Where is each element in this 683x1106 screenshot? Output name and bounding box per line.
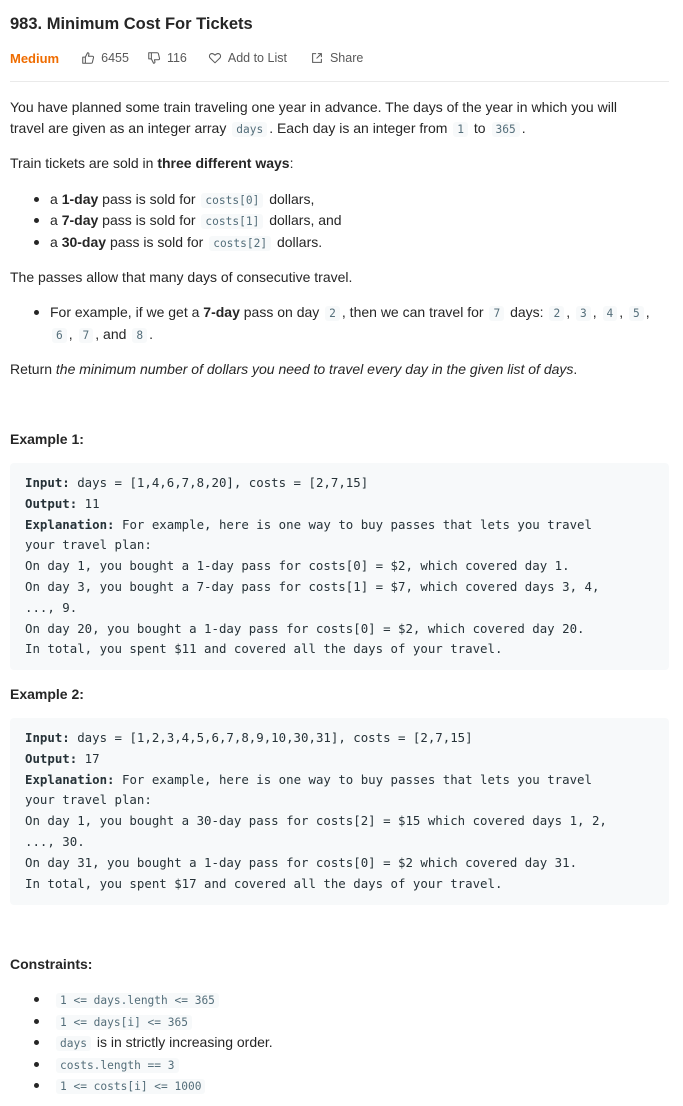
list-text: dollars.: [276, 234, 323, 250]
example-1-heading: Example 1:: [10, 431, 84, 447]
code-text: On day 31, you bought a 1-day pass for costs[0] = $2 which covered day 31.: [25, 854, 578, 870]
inline-code: 1 <= days.length <= 365: [56, 993, 219, 1008]
code-text: On day 1, you bought a 1-day pass for costs[0] = $2, which covered day 1.: [25, 558, 570, 574]
tickets-text: :: [289, 155, 294, 171]
inline-code: costs[0]: [201, 193, 263, 208]
code-text: your travel plan:: [25, 537, 152, 553]
inline-code: 1 <= days[i] <= 365: [56, 1015, 192, 1030]
list-bold: 1-day: [61, 191, 99, 207]
code-line: [25, 810, 607, 831]
code-text: On day 20, you bought a 1-day pass for costs[0] = $2, which covered day 20.: [25, 620, 585, 636]
add-to-list-label: Add to List: [227, 51, 287, 65]
code-line: [25, 534, 152, 555]
tickets-bold: three different ways: [157, 155, 290, 171]
list-text: a: [50, 234, 58, 250]
like-count: 6455: [101, 51, 129, 65]
inline-code: 2: [549, 306, 564, 321]
code-text: On day 3, you bought a 7-day pass for costs[1] = $7, which covered days 3, 4,: [25, 579, 600, 594]
share-label: Share: [329, 51, 364, 65]
bullet: [34, 310, 39, 315]
tickets-paragraph: [10, 153, 293, 174]
list-text: , then we can travel for: [341, 304, 484, 320]
bullet: [34, 240, 39, 245]
code-text: In total, you spent $11 and covered all the days of your travel.: [25, 641, 503, 657]
constraint-item: [54, 1054, 181, 1076]
code-line: [25, 514, 592, 535]
constraint-item: [54, 1075, 207, 1097]
example-bullet-line-2: 6 , 7 , and 8 .: [50, 324, 153, 346]
list-text: For example, if we get a: [50, 304, 200, 320]
bullet: [34, 1083, 39, 1088]
code-text: days = [1,4,6,7,8,20], costs = [2,7,15]: [69, 475, 369, 490]
list-bold: 30-day: [61, 234, 107, 250]
code-line: [25, 555, 570, 576]
bullet: [34, 997, 39, 1002]
list-text: a: [50, 191, 58, 207]
code-label: Input:: [25, 730, 70, 745]
intro-text: travel are given as an integer array: [10, 120, 227, 136]
bullet: [34, 197, 39, 202]
list-text: a: [50, 212, 58, 228]
return-text: .: [573, 361, 578, 377]
intro-text: to: [473, 120, 486, 136]
intro-paragraph-line-1: You have planned some train traveling one year in advance. The days of the year in which you will: [10, 99, 618, 115]
code-text: On day 1, you bought a 30-day pass for costs[2] = $15 which covered days 1, 2,: [25, 813, 607, 829]
code-line: [25, 727, 473, 748]
passes-paragraph: The passes allow that many days of consecutive travel.: [10, 269, 353, 285]
add-to-list-button[interactable]: [208, 51, 287, 65]
problem-meta-bar: [10, 49, 383, 67]
inline-code: 365: [492, 122, 520, 137]
code-text: your travel plan:: [25, 792, 152, 808]
code-text: In total, you spent $17 and covered all the days of your travel.: [25, 875, 503, 891]
code-line: [25, 873, 502, 894]
example-bullet-line-1: For example, if we get a 7-day pass on day 2 , then we can travel for 7 days: 2 , 3 , 4 , 5 ,: [50, 304, 650, 320]
inline-code: costs[1]: [201, 214, 263, 229]
constraints-heading: Constraints:: [10, 956, 93, 972]
list-text: days:: [510, 304, 544, 320]
code-text: 11: [77, 495, 100, 511]
list-bold: 7-day: [61, 212, 99, 228]
inline-code: 7: [489, 306, 504, 321]
list-text: dollars, and: [269, 212, 342, 228]
code-line: [25, 638, 502, 659]
code-line: [25, 831, 85, 852]
code-line: [25, 748, 100, 769]
inline-code: days: [56, 1036, 91, 1051]
constraint-item: [54, 1011, 194, 1033]
list-text: , and: [95, 326, 127, 342]
code-label: Output:: [25, 495, 78, 511]
constraint-item: [54, 989, 221, 1011]
list-bold: 7-day: [203, 304, 240, 320]
list-item: [50, 232, 322, 254]
bullet: [34, 1019, 39, 1024]
code-label: Output:: [25, 750, 78, 766]
constraint-text: is in strictly increasing order.: [96, 1034, 273, 1050]
list-text: dollars,: [269, 191, 315, 207]
problem-title: 983. Minimum Cost For Tickets: [10, 15, 253, 33]
code-text: 17: [77, 750, 100, 766]
bullet: [34, 1040, 39, 1045]
code-label: Explanation:: [25, 516, 115, 532]
inline-code: 7: [79, 328, 94, 343]
code-text: For example, here is one way to buy passes that lets you travel: [114, 771, 592, 787]
divider: [10, 81, 669, 82]
list-item: [50, 189, 314, 211]
code-text: ..., 9.: [25, 599, 78, 615]
code-line: [25, 789, 152, 810]
example-2-heading: Example 2:: [10, 686, 84, 702]
thumbs-up-icon: [81, 51, 95, 65]
bullet: [34, 1062, 39, 1067]
inline-code: 1 <= costs[i] <= 1000: [56, 1079, 205, 1094]
code-line: [25, 618, 585, 639]
inline-code: 3: [576, 306, 591, 321]
inline-code: 5: [629, 306, 644, 321]
share-button[interactable]: [310, 51, 363, 65]
inline-code: days: [232, 122, 267, 137]
list-text: pass is sold for: [102, 191, 196, 207]
list-text: pass is sold for: [102, 212, 196, 228]
tickets-text: Train tickets are sold in: [10, 155, 154, 171]
code-line: [25, 852, 577, 873]
difficulty-badge: Medium: [10, 50, 60, 66]
dislike-count: 116: [166, 51, 187, 65]
inline-code: 4: [603, 306, 618, 321]
list-text: pass is sold for: [109, 234, 204, 250]
constraint-item: [54, 1032, 273, 1054]
heart-icon: [208, 51, 222, 65]
code-line: [25, 472, 368, 493]
code-text: For example, here is one way to buy passes that lets you travel: [114, 516, 592, 532]
list-text: pass on day: [243, 304, 320, 320]
return-paragraph: [10, 359, 577, 380]
intro-text: .: [521, 120, 526, 136]
inline-code: 8: [132, 328, 147, 343]
example-2-code-block: [10, 718, 669, 905]
code-line: [25, 597, 77, 618]
code-text: ..., 30.: [25, 834, 85, 849]
like-button[interactable]: [81, 51, 129, 65]
code-text: days = [1,2,3,4,5,6,7,8,9,10,30,31], costs = [2,7,15]: [69, 730, 473, 745]
inline-code: costs.length == 3: [56, 1058, 179, 1073]
dislike-button[interactable]: [147, 51, 187, 65]
inline-code: 6: [52, 328, 67, 343]
list-item: [50, 210, 342, 232]
code-line: [25, 769, 592, 790]
return-text: Return: [10, 361, 53, 377]
code-label: Explanation:: [25, 771, 115, 787]
intro-paragraph-line-2: [10, 118, 526, 140]
thumbs-down-icon: [147, 51, 161, 65]
code-line: [25, 576, 599, 597]
bullet: [34, 218, 39, 223]
return-emphasis: the minimum number of dollars you need to travel every day in the given list of days: [55, 361, 574, 377]
inline-code: 1: [453, 122, 468, 137]
intro-text: . Each day is an integer from: [269, 120, 448, 136]
inline-code: costs[2]: [209, 236, 271, 251]
example-1-code-block: [10, 463, 669, 670]
code-line: [25, 493, 100, 514]
share-icon: [310, 51, 324, 65]
code-label: Input:: [25, 475, 70, 490]
inline-code: 2: [325, 306, 340, 321]
